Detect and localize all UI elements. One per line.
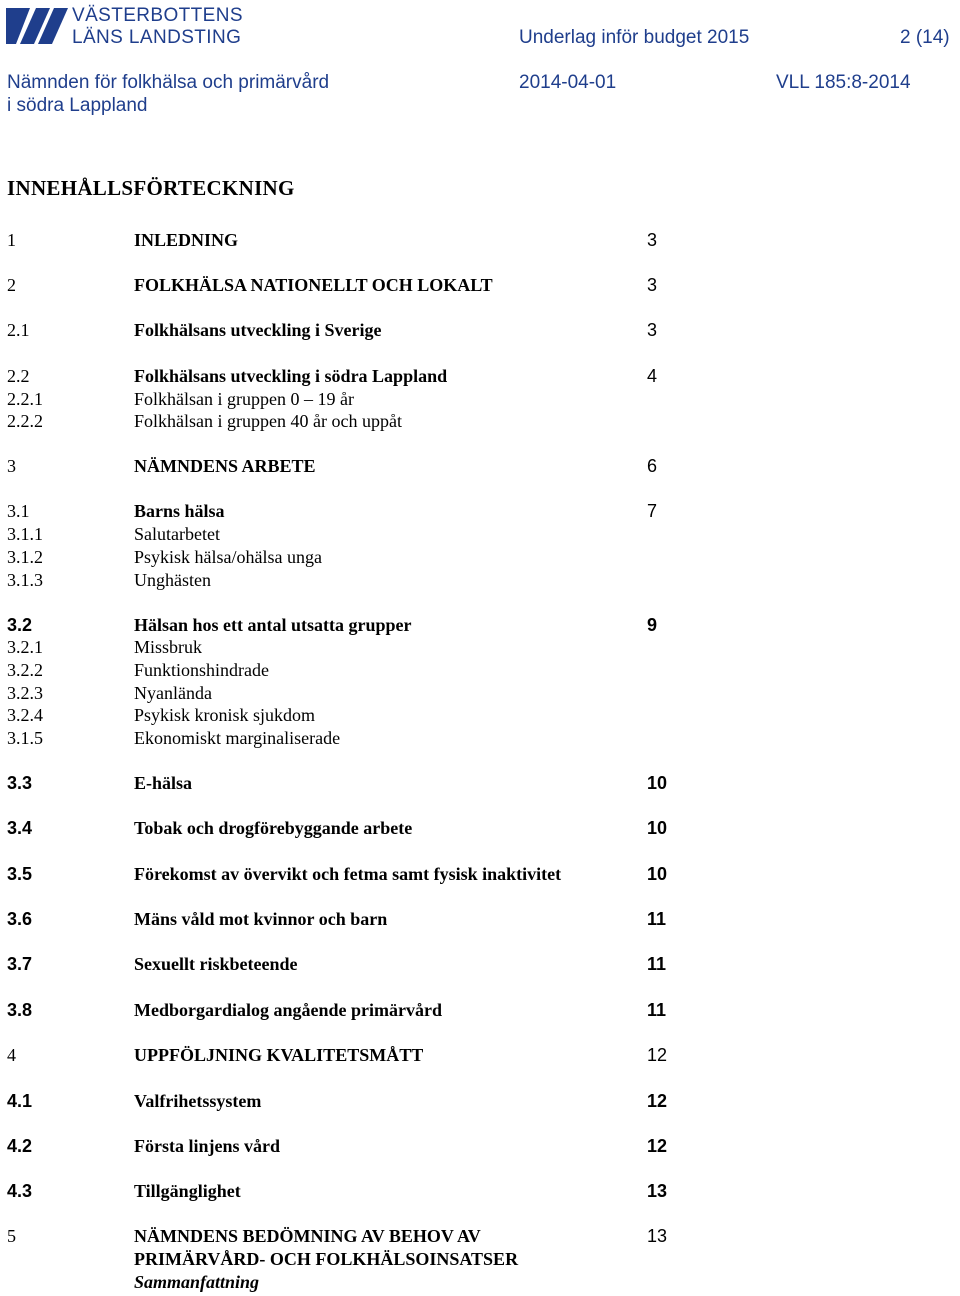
toc-entry-label: Folkhälsan i gruppen 0 – 19 år bbox=[134, 389, 354, 409]
toc-entry-page: 13 bbox=[647, 1226, 668, 1246]
toc-entry-label: Folkhälsan i gruppen 40 år och uppåt bbox=[134, 411, 402, 431]
toc-entry-label: Förekomst av övervikt och fetma samt fysisk inaktivitet bbox=[134, 864, 562, 884]
toc-entry-number: 3.5 bbox=[7, 864, 33, 884]
document-date: 2014-04-01 bbox=[519, 72, 617, 93]
toc-entry[interactable] bbox=[0, 682, 960, 705]
logo-text-line2: LÄNS LANDSTING bbox=[72, 27, 242, 48]
toc-entry-label: NÄMNDENS ARBETE bbox=[134, 456, 316, 476]
toc-heading: INNEHÅLLSFÖRTECKNING bbox=[7, 176, 295, 200]
toc-entry-page: 6 bbox=[647, 456, 658, 476]
toc-entry-label: Valfrihetssystem bbox=[134, 1091, 262, 1111]
toc-entry-number: 3.2.3 bbox=[7, 683, 43, 703]
document-title: Underlag inför budget 2015 bbox=[519, 27, 750, 48]
toc-entry[interactable] bbox=[0, 229, 960, 252]
toc-entry-number: 3.6 bbox=[7, 909, 33, 929]
toc-entry-page: 3 bbox=[647, 230, 658, 250]
toc-entry-page: 10 bbox=[647, 864, 668, 884]
toc-entry-page: 10 bbox=[647, 818, 668, 838]
toc-entry-page: 11 bbox=[647, 1000, 667, 1020]
toc-entry[interactable] bbox=[0, 772, 960, 795]
toc-entry-summary[interactable]: Sammanfattning bbox=[134, 1272, 260, 1292]
toc-entry-label: Folkhälsans utveckling i södra Lappland bbox=[134, 366, 448, 386]
toc-entry-page: 3 bbox=[647, 320, 658, 340]
toc-entry[interactable] bbox=[0, 455, 960, 478]
toc-entry[interactable] bbox=[0, 365, 960, 388]
toc-entry-label: INLEDNING bbox=[134, 230, 239, 250]
toc-entry-number: 3.1 bbox=[7, 501, 30, 521]
toc-entry-number: 4.1 bbox=[7, 1091, 33, 1111]
reference-number: VLL 185:8-2014 bbox=[776, 72, 911, 93]
toc-entry-label: Psykisk kronisk sjukdom bbox=[134, 705, 316, 725]
toc-entry-label: Sexuellt riskbeteende bbox=[134, 954, 298, 974]
toc-entry-number: 3.8 bbox=[7, 1000, 33, 1020]
toc-entry[interactable] bbox=[0, 523, 960, 546]
toc-entry[interactable] bbox=[0, 908, 960, 931]
toc-entry-label: Unghästen bbox=[134, 570, 211, 590]
toc-entry-label: Barns hälsa bbox=[134, 501, 225, 521]
toc-entry-label: Folkhälsans utveckling i Sverige bbox=[134, 320, 382, 340]
toc-entry[interactable] bbox=[0, 1090, 960, 1113]
logo-text-line1: VÄSTERBOTTENS bbox=[72, 5, 243, 26]
toc-entry-number: 3 bbox=[7, 456, 16, 476]
toc-entry-page: 11 bbox=[647, 954, 667, 974]
toc-entry-page: 13 bbox=[647, 1181, 668, 1201]
toc-entry-label: E-hälsa bbox=[134, 773, 193, 793]
toc-entry-number: 3.1.1 bbox=[7, 524, 43, 544]
committee-name-line2: i södra Lappland bbox=[7, 95, 148, 116]
toc-entry-label: Första linjens vård bbox=[134, 1136, 280, 1156]
toc-entry-label: Tobak och drogförebyggande arbete bbox=[134, 818, 413, 838]
toc-entry-number: 2.2 bbox=[7, 366, 30, 386]
toc-entry[interactable] bbox=[0, 727, 960, 750]
toc-entry[interactable] bbox=[0, 817, 960, 840]
toc-entry-number: 3.7 bbox=[7, 954, 33, 974]
toc-entry-number: 3.1.2 bbox=[7, 547, 43, 567]
toc-entry-label: FOLKHÄLSA NATIONELLT OCH LOKALT bbox=[134, 275, 493, 295]
toc-entry-number: 4.2 bbox=[7, 1136, 33, 1156]
toc-entry-page: 4 bbox=[647, 366, 658, 386]
toc-entry[interactable] bbox=[0, 410, 960, 433]
toc-entry-page: 12 bbox=[647, 1045, 668, 1065]
toc-entry[interactable] bbox=[0, 1044, 960, 1067]
toc-entry-label: Nyanlända bbox=[134, 683, 212, 703]
toc-entry[interactable] bbox=[0, 500, 960, 523]
toc-entry-page: 7 bbox=[647, 501, 658, 521]
toc-entry[interactable] bbox=[0, 953, 960, 976]
toc-entry[interactable] bbox=[0, 863, 960, 886]
toc-entry[interactable] bbox=[0, 614, 960, 637]
toc-entry[interactable] bbox=[0, 704, 960, 727]
page-indicator: 2 (14) bbox=[900, 27, 950, 48]
toc-entry-number: 3.2.2 bbox=[7, 660, 43, 680]
toc-entry[interactable] bbox=[0, 659, 960, 682]
toc-entry[interactable] bbox=[0, 1225, 960, 1248]
toc-entry-page: 12 bbox=[647, 1091, 668, 1111]
toc-entry-number: 3.1.5 bbox=[7, 728, 43, 748]
toc-entry-page: 10 bbox=[647, 773, 668, 793]
toc-entry-number: 4.3 bbox=[7, 1181, 33, 1201]
toc-entry-label: UPPFÖLJNING KVALITETSMÅTT bbox=[134, 1045, 424, 1065]
toc-entry[interactable] bbox=[0, 999, 960, 1022]
toc-entry-label-continuation: PRIMÄRVÅRD- OCH FOLKHÄLSOINSATSER bbox=[134, 1249, 519, 1269]
toc-entry-label: Ekonomiskt marginaliserade bbox=[134, 728, 341, 748]
toc-entry-number: 3.2 bbox=[7, 615, 33, 635]
toc-entry-label: Hälsan hos ett antal utsatta grupper bbox=[134, 615, 412, 635]
toc-entry-number: 3.2.4 bbox=[7, 705, 43, 725]
toc-entry-number: 3.3 bbox=[7, 773, 33, 793]
toc-entry[interactable] bbox=[0, 319, 960, 342]
toc-entry-number: 5 bbox=[7, 1226, 16, 1246]
toc-entry-label: Medborgardialog angående primärvård bbox=[134, 1000, 442, 1020]
committee-name-line1: Nämnden för folkhälsa och primärvård bbox=[7, 72, 330, 93]
toc-entry-label: Psykisk hälsa/ohälsa unga bbox=[134, 547, 322, 567]
toc-entry[interactable] bbox=[0, 1135, 960, 1158]
toc-entry-label: NÄMNDENS BEDÖMNING AV BEHOV AV bbox=[134, 1226, 481, 1246]
toc-entry-page: 11 bbox=[647, 909, 667, 929]
toc-entry[interactable] bbox=[0, 1180, 960, 1203]
toc-entry-page: 3 bbox=[647, 275, 658, 295]
toc-entry-number: 3.1.3 bbox=[7, 570, 43, 590]
toc-entry-page: 9 bbox=[647, 615, 658, 635]
toc-entry-number: 1 bbox=[7, 230, 16, 250]
toc-entry-number: 2.2.1 bbox=[7, 389, 43, 409]
toc-entry[interactable] bbox=[0, 274, 960, 297]
toc-entry[interactable] bbox=[0, 388, 960, 411]
toc-entry-number: 3.2.1 bbox=[7, 637, 43, 657]
toc-entry-label: Mäns våld mot kvinnor och barn bbox=[134, 909, 388, 929]
toc-entry-number: 4 bbox=[7, 1045, 16, 1065]
toc-entry-number: 3.4 bbox=[7, 818, 33, 838]
toc-entry-page: 12 bbox=[647, 1136, 668, 1156]
toc-entry-number: 2.2.2 bbox=[7, 411, 43, 431]
toc-entry-label: Missbruk bbox=[134, 637, 203, 657]
toc-entry-label: Funktionshindrade bbox=[134, 660, 269, 680]
toc-entry[interactable] bbox=[0, 636, 960, 659]
toc-entry-label: Salutarbetet bbox=[134, 524, 220, 544]
toc-entry[interactable] bbox=[0, 546, 960, 569]
toc-entry-number: 2.1 bbox=[7, 320, 30, 340]
toc-entry-number: 2 bbox=[7, 275, 16, 295]
toc-entry-label: Tillgänglighet bbox=[134, 1181, 241, 1201]
toc-entry[interactable] bbox=[0, 569, 960, 592]
